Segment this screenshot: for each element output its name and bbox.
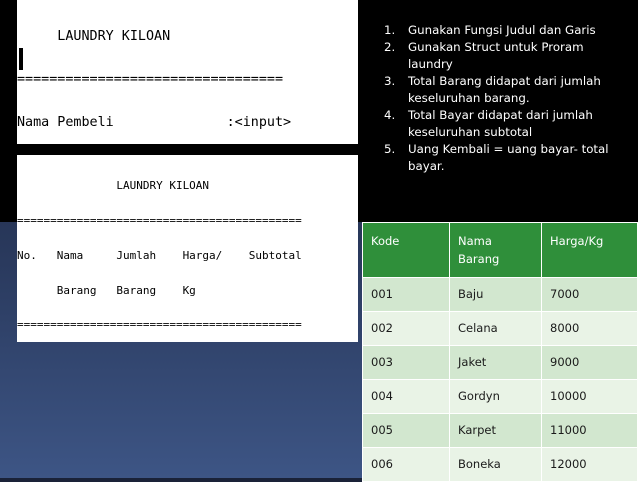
list-text: Total Bayar didapat dari jumlah keseluruhan subtotal xyxy=(408,108,593,139)
cell-harga: 8000 xyxy=(542,312,638,346)
console-line: LAUNDRY KILOAN xyxy=(17,179,210,193)
header-kode: Kode xyxy=(363,223,450,278)
list-item xyxy=(384,141,624,175)
cell-kode: 001 xyxy=(363,278,450,312)
list-number: 3. xyxy=(384,74,396,88)
cell-nama: Gordyn xyxy=(450,380,542,414)
cell-nama: Celana xyxy=(450,312,542,346)
cell-harga: 10000 xyxy=(542,380,638,414)
cell-nama: Boneka xyxy=(450,448,542,482)
table-row xyxy=(363,448,638,482)
list-text: Uang Kembali = uang bayar- total bayar. xyxy=(408,142,609,173)
console-line: LAUNDRY KILOAN xyxy=(17,28,171,44)
header-harga-kg: Harga/Kg xyxy=(542,223,638,278)
table-row xyxy=(363,414,638,448)
list-text: Total Barang didapat dari jumlah keseluruhan barang. xyxy=(408,74,601,105)
table-row xyxy=(363,346,638,380)
list-text: Gunakan Struct untuk Proram laundry xyxy=(408,40,584,71)
console-output-screen xyxy=(17,155,358,342)
cell-harga: 7000 xyxy=(542,278,638,312)
header-nama-barang: Nama Barang xyxy=(450,223,542,278)
cell-kode: 005 xyxy=(363,414,450,448)
list-item xyxy=(384,39,624,73)
cell-kode: 006 xyxy=(363,448,450,482)
list-number: 2. xyxy=(384,40,396,54)
list-number: 4. xyxy=(384,108,396,122)
console-line: =========================================== xyxy=(17,213,302,227)
list-item xyxy=(384,22,624,39)
cell-kode: 003 xyxy=(363,346,450,380)
cell-nama: Karpet xyxy=(450,414,542,448)
cursor-bar xyxy=(19,48,23,70)
list-item xyxy=(384,107,624,141)
list-text: Gunakan Fungsi Judul dan Garis xyxy=(408,23,596,37)
console-line: =========================================== xyxy=(17,318,302,332)
cell-nama: Baju xyxy=(450,278,542,312)
console-input-screen xyxy=(17,0,358,144)
cell-kode: 004 xyxy=(363,380,450,414)
instruction-list xyxy=(384,22,624,175)
console-line: Barang Barang Kg xyxy=(17,283,196,297)
console-line: No. Nama Jumlah Harga/ Subtotal xyxy=(17,248,302,262)
cell-harga: 12000 xyxy=(542,448,638,482)
table-row xyxy=(363,312,638,346)
table-row xyxy=(363,380,638,414)
console-line: ================================= xyxy=(17,72,284,88)
list-number: 5. xyxy=(384,142,396,156)
table-header-row xyxy=(363,223,638,278)
cell-harga: 11000 xyxy=(542,414,638,448)
console-line: Nama Pembeli :<input> xyxy=(17,115,292,131)
list-item xyxy=(384,73,624,107)
item-price-table xyxy=(362,222,638,482)
cell-nama: Jaket xyxy=(450,346,542,380)
table-row xyxy=(363,278,638,312)
list-number: 1. xyxy=(384,23,396,37)
cell-harga: 9000 xyxy=(542,346,638,380)
cell-kode: 002 xyxy=(363,312,450,346)
